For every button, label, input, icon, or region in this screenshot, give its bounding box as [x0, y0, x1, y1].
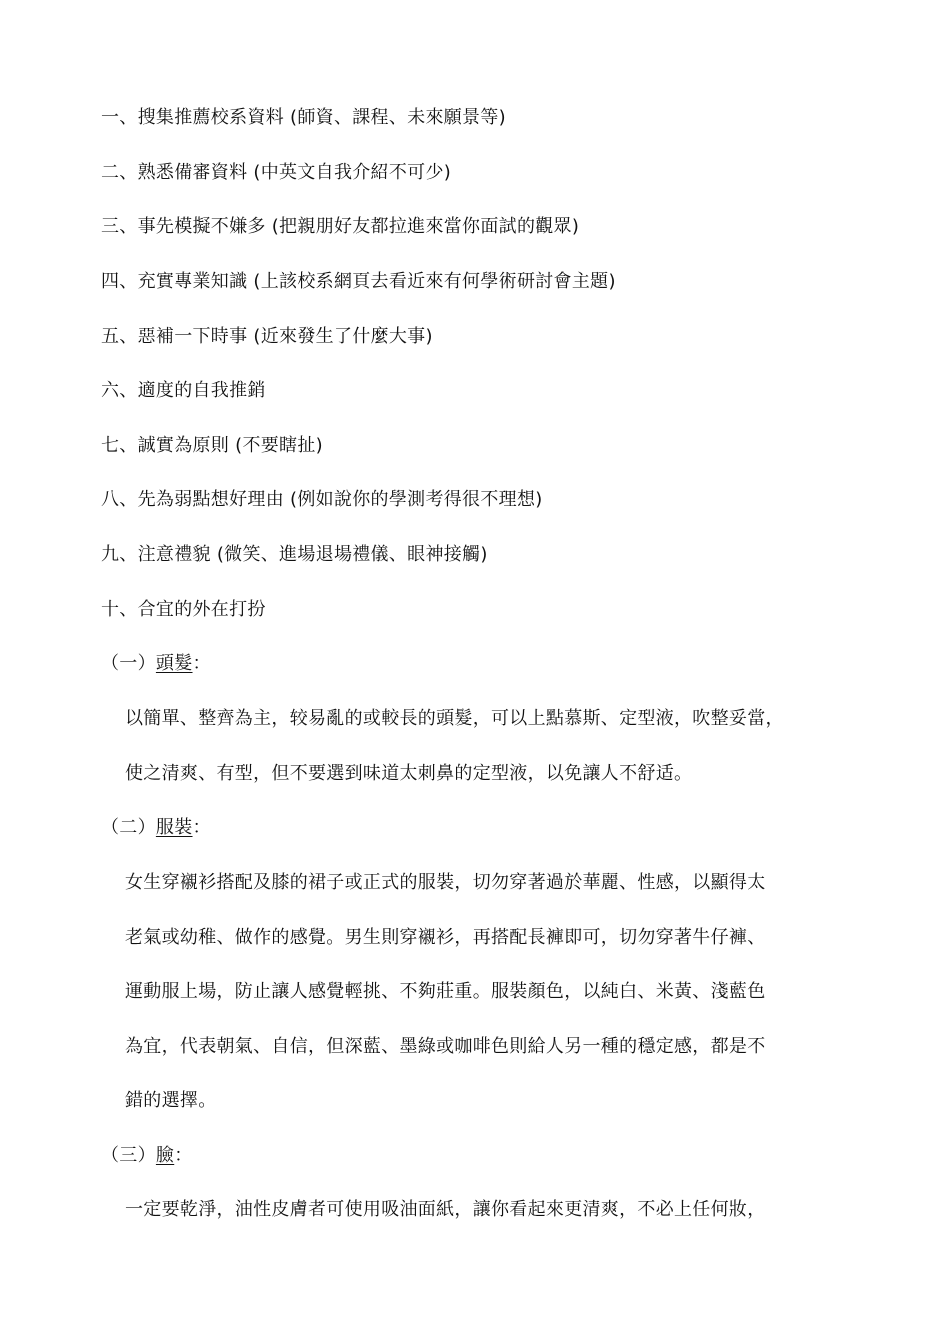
- section-number: （一）: [101, 653, 156, 674]
- section-colon: ：: [174, 1145, 193, 1166]
- list-item: 三、事先模擬不嫌多 (把親朋好友都拉進來當你面試的觀眾): [101, 216, 580, 237]
- paragraph-line: 女生穿襯衫搭配及膝的裙子或正式的服裝，切勿穿著過於華麗、性感，以顯得太: [125, 872, 766, 893]
- section-title: 臉: [155, 1145, 175, 1166]
- list-item: 四、充實專業知識 (上該校系網頁去看近來有何學術研討會主題): [101, 271, 616, 292]
- paragraph-line: 錯的選擇。: [125, 1090, 217, 1111]
- section-colon: ：: [192, 653, 211, 674]
- section-title: 頭髮: [155, 653, 193, 674]
- section-heading-face: [101, 1144, 193, 1168]
- list-item: 八、先為弱點想好理由 (例如說你的學測考得很不理想): [101, 489, 543, 510]
- list-item: 十、合宜的外在打扮: [101, 599, 266, 620]
- list-item: 七、誠實為原則 (不要瞎扯): [101, 435, 323, 456]
- section-number: （三）: [101, 1145, 156, 1166]
- section-heading-hair: [101, 652, 211, 676]
- paragraph-line: 運動服上場，防止讓人感覺輕挑、不夠莊重。服裝顏色，以純白、米黃、淺藍色: [125, 981, 766, 1002]
- paragraph-line: 以簡單、整齊為主，较易亂的或較長的頭髮，可以上點慕斯、定型液，吹整妥當，: [125, 708, 784, 729]
- list-item: 六、適度的自我推銷: [101, 380, 266, 401]
- section-title: 服裝: [155, 817, 193, 838]
- section-colon: ：: [192, 817, 211, 838]
- paragraph-line: 一定要乾淨，油性皮膚者可使用吸油面紙，讓你看起來更清爽，不必上任何妝，: [125, 1199, 766, 1220]
- paragraph-line: 老氣或幼稚、做作的感覺。男生則穿襯衫，再搭配長褲即可，切勿穿著牛仔褲、: [125, 927, 766, 948]
- section-heading-clothing: [101, 816, 211, 840]
- paragraph-line: 使之清爽、有型，但不要選到味道太刺鼻的定型液，以免讓人不舒适。: [125, 763, 693, 784]
- section-number: （二）: [101, 817, 156, 838]
- list-item: 二、熟悉備審資料 (中英文自我介紹不可少): [101, 162, 452, 183]
- list-item: 一、搜集推薦校系資料 (師資、課程、未來願景等): [101, 107, 506, 128]
- paragraph-line: 為宜，代表朝氣、自信，但深藍、墨綠或咖啡色則給人另一種的穩定感，都是不: [125, 1036, 766, 1057]
- list-item: 五、惡補一下時事 (近來發生了什麼大事): [101, 326, 433, 347]
- list-item: 九、注意禮貌 (微笑、進場退場禮儀、眼神接觸): [101, 544, 488, 565]
